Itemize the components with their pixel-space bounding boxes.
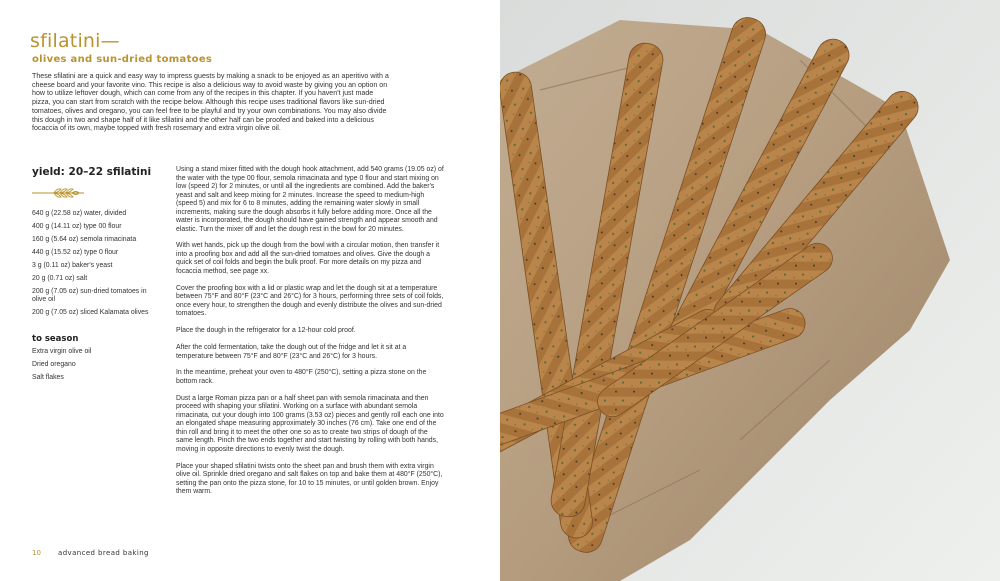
ingredient-item: 400 g (14.11 oz) type 00 flour [32,223,122,230]
method-step: With wet hands, pick up the dough from the bowl with a circular motion, then transfer it into a proofing box and add all the sun-dried tomatoes and olives. Give the dough a quick set of coil folds and begin the bulk proof. For more details on my pizza and focaccia method, see page xx. [176,242,440,275]
method-step: After the cold fermentation, take the dough out of the fridge and let it sit at a temperature between 75°F and 80°F (23°C and 26°C) for 3 hours. [176,344,407,360]
season-item: Dried oregano [32,361,76,368]
season-list [32,348,91,387]
recipe-yield: yield: 20–22 sfilatini [32,166,152,178]
method-step: Using a stand mixer fitted with the dough hook attachment, add 540 grams (19.05 oz) of the water with the type 00 flour, semola rimacinata and type 0 flour and start mixing on low (speed 2) for 2 minutes, or until all the ingredients are combined. Add the baker's yeast and salt and keep mixing for 2 minutes. Increase the speed to medium-high (speed 5) and mix for 6 to 8 minutes, adding the remaining water slowly in small increments, making sure the dough absorbs it fully before adding more. Once all the water is incorporated, the dough should have gained strength and appear smooth and elastic. Turn the mixer off and let the dough rest in the bowl for 20 minutes. [176,166,444,233]
method-step: Dust a large Roman pizza pan or a half sheet pan with semola rimacinata and then proceed with shaping your sfilatini. Working on a surface with abundant semola rimacinata, cut your dough into 100 grams (3.53 oz) pieces and gently roll each one into an elongated shape measuring approximately 30 inches (76 cm). Take one end of the thin roll and bring it to meet the other one so as to create two strips of dough of the same length. Pinch the two ends together and start twisting by rolling with both hands, moving in opposite directions to evenly twist the dough. [176,394,444,453]
ingredient-item: 160 g (5.64 oz) semola rimacinata [32,236,137,243]
season-item: Salt flakes [32,374,64,381]
method-steps [176,166,444,505]
recipe-title: sfilatini— [30,30,120,52]
sfilatini-photo [500,0,1000,581]
season-heading: to season [32,334,79,344]
method-step: Cover the proofing box with a lid or plastic wrap and let the dough sit at a temperature between 75°F and 80°F (23°C and 26°C) for 3 hours, performing three sets of coil folds, once every hour, to strengthen the dough and evenly distribute the olives and sun-dried tomatoes. [176,284,444,318]
ingredient-item: 200 g (7.05 oz) sun-dried tomatoes in olive oil [32,288,147,304]
ingredient-list [32,210,160,322]
wheat-icon [32,186,84,200]
ingredient-item: 20 g (0.71 oz) salt [32,275,88,282]
running-title: advanced bread baking [58,549,149,557]
page-number: 10 [32,549,41,557]
method-step: Place your shaped sfilatini twists onto the sheet pan and brush them with extra virgin olive oil. Sprinkle dried oregano and salt flakes on top and bake them at 480°F (250°C), setting the pan onto the pizza stone, for 10 to 15 minutes, or until golden brown. Enjoy them warm. [176,462,443,496]
method-step: Place the dough in the refrigerator for a 12-hour cold proof. [176,327,356,335]
photo-page [500,0,1000,581]
method-step: In the meantime, preheat your oven to 480°F (250°C), setting a pizza stone on the bottom rack. [176,369,427,385]
ingredient-item: 3 g (0.11 oz) baker's yeast [32,262,113,269]
ingredient-item: 440 g (15.52 oz) type 0 flour [32,249,119,256]
ingredient-item: 200 g (7.05 oz) sliced Kalamata olives [32,309,149,317]
season-item: Extra virgin olive oil [32,348,92,355]
ingredient-item: 640 g (22.58 oz) water, divided [32,210,127,217]
recipe-intro: These sfilatini are a quick and easy way to impress guests by making a snack to be enjoyed as an aperitivo with a cheese board and your favorite vino. This recipe is also a delicious way to avoid waste by giving you an option on how to utilize leftover dough, which can come from any of the recipes in this chapter. If you haven't just made pizza, you can start from scratch with the recipe below. Although this recipe uses traditional flavors like sun-dried tomatoes, olives and oregano, you can feel free to be playful and try your own combinations. You may also divide this dough in two and shape half of it like sfilatini and the other half can be proofed and baked into a delicious focaccia of its own, maybe topped with fresh rosemary and extra virgin olive oil. [32,72,389,133]
recipe-subtitle: olives and sun-dried tomatoes [32,54,213,65]
